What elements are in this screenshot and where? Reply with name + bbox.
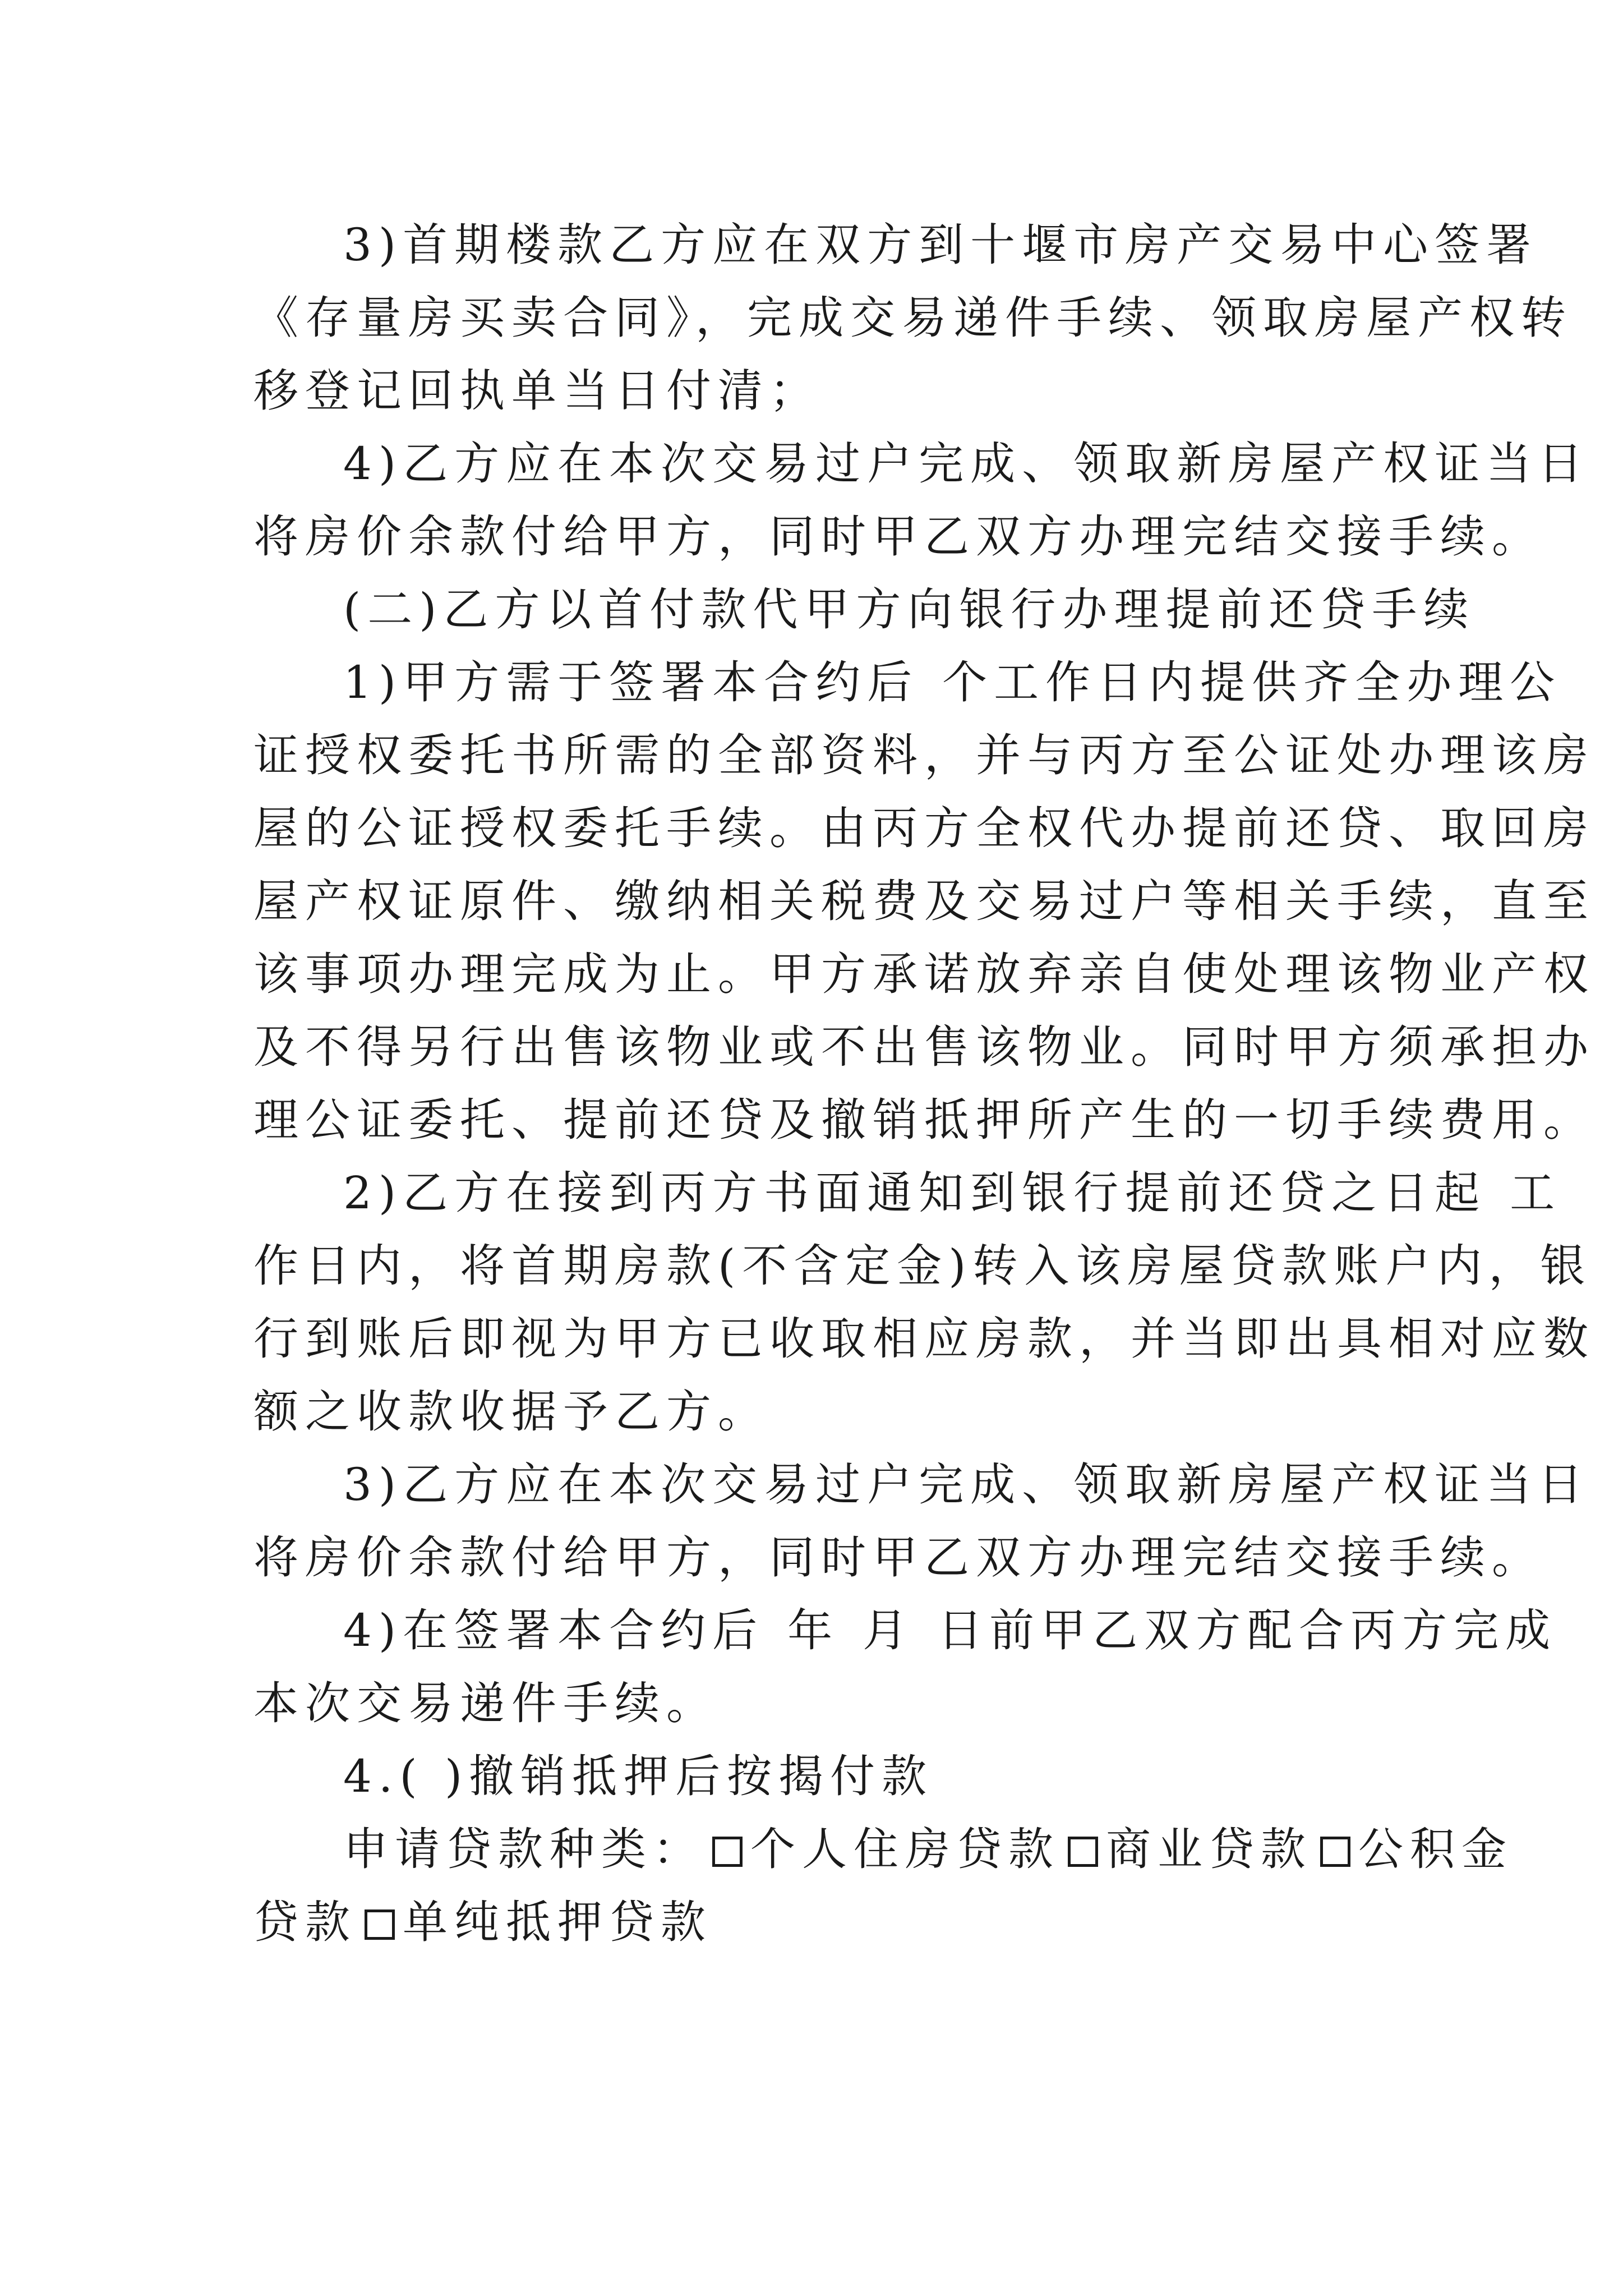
- paragraph-line: 4)在签署本合约后 年 月 日前甲乙双方配合丙方完成: [343, 1604, 1557, 1657]
- paragraph-line: 3)首期楼款乙方应在双方到十堰市房产交易中心签署: [343, 219, 1538, 271]
- section-heading: (二)乙方以首付款代甲方向银行办理提前还贷手续: [343, 583, 1476, 636]
- section-heading: 4.( )撤销抵押后按揭付款: [343, 1750, 934, 1802]
- paragraph-line: 作日内，将首期房款(不含定金)转入该房屋贷款账户内，银: [253, 1240, 1592, 1292]
- paragraph-line: 屋的公证授权委托手续。由丙方全权代办提前还贷、取回房: [253, 802, 1595, 854]
- checkbox-icon[interactable]: [1068, 1837, 1098, 1867]
- paragraph-line: 3)乙方应在本次交易过户完成、领取新房屋产权证当日: [343, 1458, 1590, 1511]
- paragraph-line: 证授权委托书所需的全部资料，并与丙方至公证处办理该房: [253, 729, 1595, 781]
- loan-option-label: 单纯抵押贷款: [403, 1896, 712, 1948]
- loan-option-label: 公积金: [1358, 1823, 1513, 1875]
- paragraph-line: 1)甲方需于签署本合约后 个工作日内提供齐全办理公: [343, 656, 1562, 708]
- paragraph-line: 《存量房买卖合同》，完成交易递件手续、领取房屋产权转: [253, 292, 1573, 344]
- paragraph-line: 4)乙方应在本次交易过户完成、领取新房屋产权证当日: [343, 438, 1590, 490]
- paragraph-line: 理公证委托、提前还贷及撤销抵押所产生的一切手续费用。: [253, 1094, 1595, 1146]
- paragraph-line: 将房价余款付给甲方，同时甲乙双方办理完结交接手续。: [253, 1531, 1543, 1584]
- paragraph-line: 该事项办理完成为止。甲方承诺放弃亲自使处理该物业产权: [253, 948, 1595, 1000]
- contract-text: [253, 209, 1595, 1959]
- paragraph-line: 本次交易递件手续。: [253, 1677, 718, 1729]
- loan-option-label: 个人住房贷款: [750, 1823, 1060, 1875]
- checkbox-icon[interactable]: [712, 1837, 743, 1867]
- paragraph-line: 屋产权证原件、缴纳相关税费及交易过户等相关手续，直至: [253, 875, 1595, 927]
- paragraph-line: 将房价余款付给甲方，同时甲乙双方办理完结交接手续。: [253, 510, 1543, 563]
- paragraph-line: 移登记回执单当日付清；: [253, 365, 821, 417]
- loan-type-line: [253, 1813, 1513, 1886]
- loan-type-line: [253, 1886, 1386, 1959]
- paragraph-line: 额之收款收据予乙方。: [253, 1386, 769, 1438]
- loan-option-label: 商业贷款: [1106, 1823, 1312, 1875]
- paragraph-line: 2)乙方在接到丙方书面通知到银行提前还贷之日起 工: [343, 1167, 1562, 1219]
- loan-option-label: 贷款: [253, 1896, 357, 1948]
- loan-type-label: 申请贷款种类：: [343, 1823, 704, 1875]
- paragraph-line: 及不得另行出售该物业或不出售该物业。同时甲方须承担办: [253, 1021, 1595, 1073]
- checkbox-icon[interactable]: [1320, 1837, 1350, 1867]
- checkbox-icon[interactable]: [365, 1910, 395, 1940]
- paragraph-line: 行到账后即视为甲方已收取相应房款，并当即出具相对应数: [253, 1313, 1595, 1365]
